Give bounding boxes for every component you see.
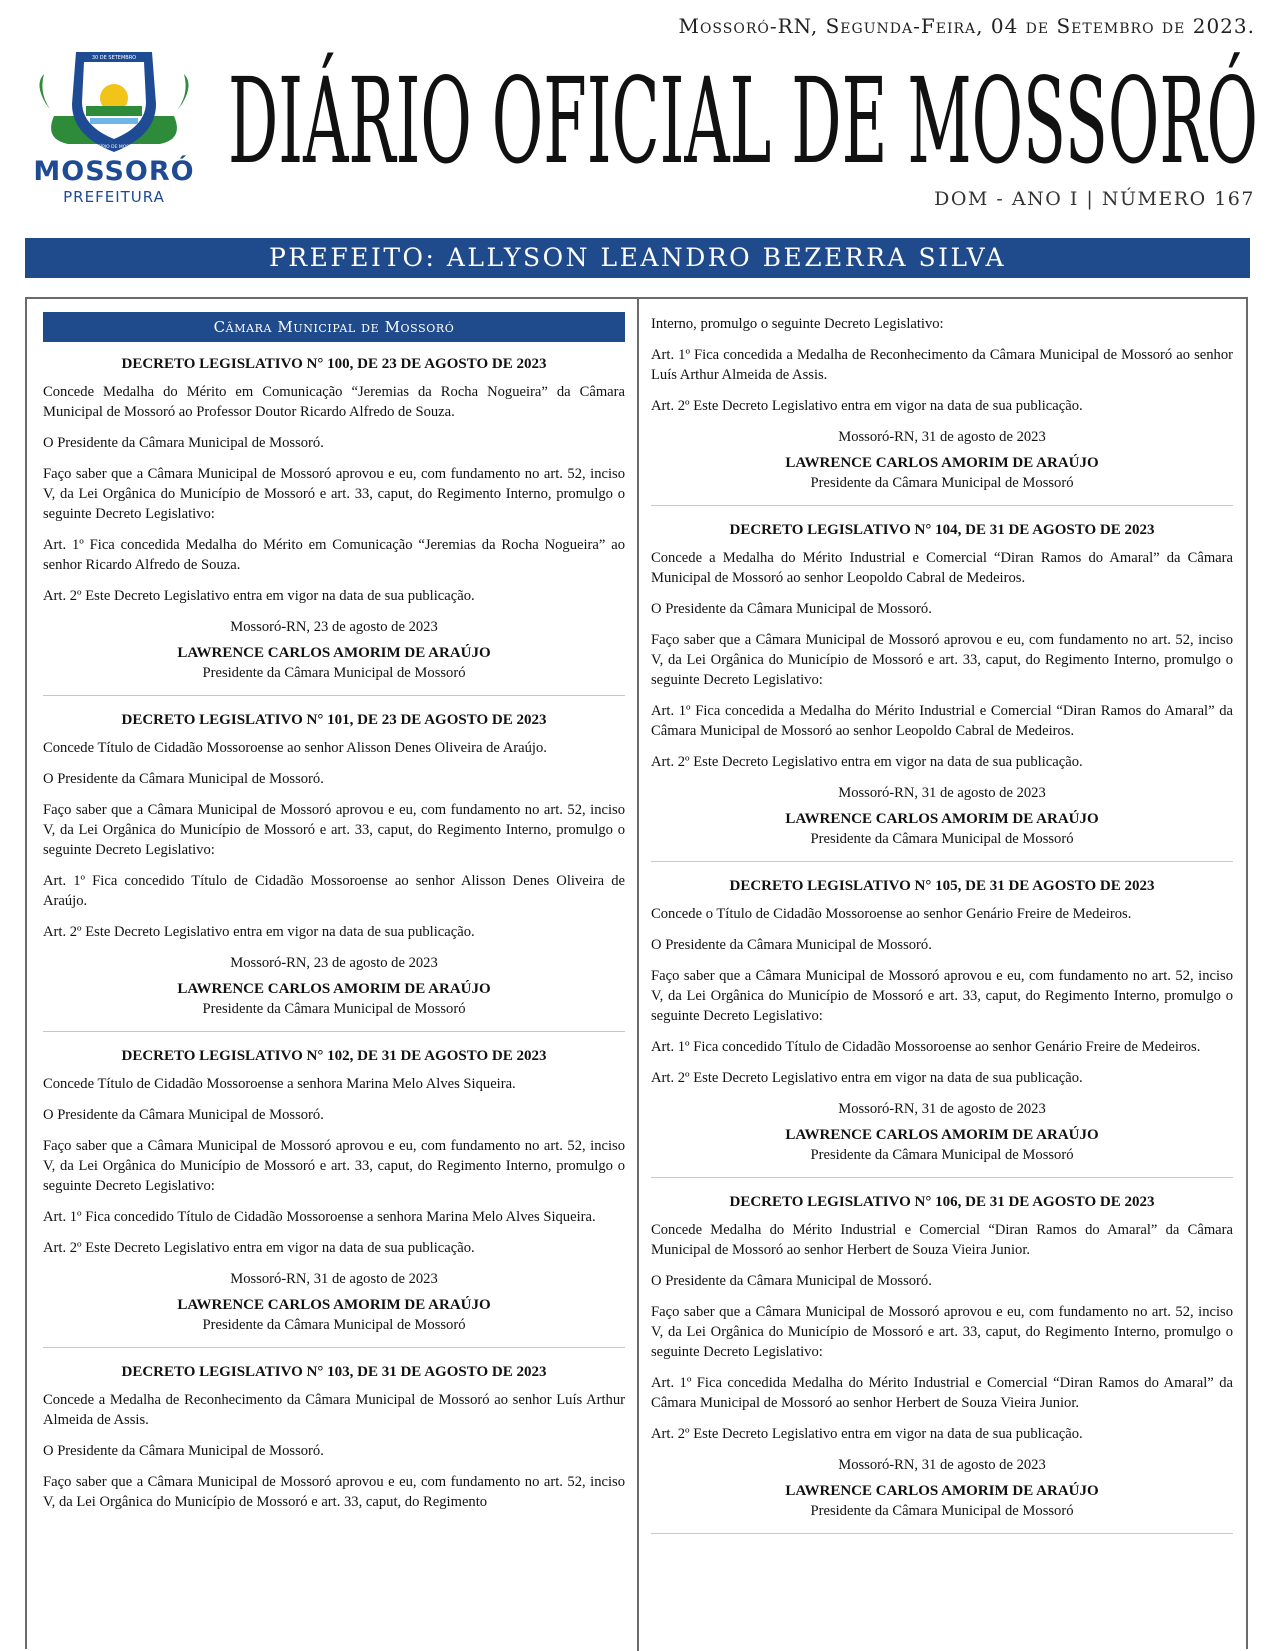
decree-president: O Presidente da Câmara Municipal de Mossoró. <box>43 435 324 451</box>
decree-103-continued <box>651 314 1233 493</box>
decree-art1: Art. 1º Fica concedida Medalha do Mérito em Comunicação “Jeremias da Rocha Nogueira” ao senhor Ricardo Alfredo de Souza. <box>43 537 625 573</box>
decree-preamble: Faço saber que a Câmara Municipal de Mossoró aprovou e eu, com fundamento no art. 52, inciso V, da Lei Orgânica do Município de Mossoró e art. 33, caput, do Regimento <box>43 1474 625 1510</box>
decree-president: O Presidente da Câmara Municipal de Mossoró. <box>43 771 324 787</box>
decree-art1: Art. 1º Fica concedida a Medalha de Reconhecimento da Câmara Municipal de Mossoró ao senhor Luís Arthur Almeida de Assis. <box>651 347 1233 383</box>
decree-signer: LAWRENCE CARLOS AMORIM DE ARAÚJO <box>177 981 491 997</box>
decree-place-date: Mossoró-RN, 23 de agosto de 2023 <box>230 619 438 635</box>
left-column <box>43 312 625 1523</box>
decree-102 <box>43 1046 625 1335</box>
decree-president: O Presidente da Câmara Municipal de Mossoró. <box>651 601 932 617</box>
decree-art1: Art. 1º Fica concedido Título de Cidadão Mossoroense a senhora Marina Melo Alves Siqueira. <box>43 1209 596 1225</box>
decree-signer-role: Presidente da Câmara Municipal de Mossoró <box>810 1503 1074 1519</box>
decree-title: DECRETO LEGISLATIVO N° 105, DE 31 DE AGOSTO DE 2023 <box>729 878 1155 894</box>
separator <box>43 1031 625 1032</box>
decree-place-date: Mossoró-RN, 31 de agosto de 2023 <box>838 1457 1046 1473</box>
decree-preamble: Faço saber que a Câmara Municipal de Mossoró aprovou e eu, com fundamento no art. 52, inciso V, da Lei Orgânica do Município de Mossoró e art. 33, caput, do Regimento Interno, promulgo o seguinte Decreto Legislativo: <box>651 1304 1233 1360</box>
decree-art2: Art. 2º Este Decreto Legislativo entra em vigor na data de sua publicação. <box>43 924 475 940</box>
decree-ementa: Concede Medalha do Mérito em Comunicação “Jeremias da Rocha Nogueira” da Câmara Municipal de Mossoró ao Professor Doutor Ricardo Alfredo de Souza. <box>43 384 625 420</box>
issue-date: Mossoró-RN, Segunda-Feira, 04 de Setembro de 2023. <box>678 14 1255 38</box>
decree-signer-role: Presidente da Câmara Municipal de Mossoró <box>202 1001 466 1017</box>
decree-art2: Art. 2º Este Decreto Legislativo entra em vigor na data de sua publicação. <box>43 1240 475 1256</box>
decree-art1: Art. 1º Fica concedido Título de Cidadão Mossoroense ao senhor Genário Freire de Medeiros. <box>651 1039 1201 1055</box>
decree-signer-role: Presidente da Câmara Municipal de Mossoró <box>810 475 1074 491</box>
decree-100 <box>43 354 625 683</box>
decree-ementa: Concede Medalha do Mérito Industrial e Comercial “Diran Ramos do Amaral” da Câmara Municipal de Mossoró ao senhor Herbert de Souza Vieira Junior. <box>651 1222 1233 1258</box>
decree-signer: LAWRENCE CARLOS AMORIM DE ARAÚJO <box>785 1483 1099 1499</box>
separator <box>651 1177 1233 1178</box>
decree-art2: Art. 2º Este Decreto Legislativo entra em vigor na data de sua publicação. <box>651 1426 1083 1442</box>
decree-signer: LAWRENCE CARLOS AMORIM DE ARAÚJO <box>785 811 1099 827</box>
masthead-title <box>228 44 1258 184</box>
decree-title: DECRETO LEGISLATIVO N° 101, DE 23 DE AGOSTO DE 2023 <box>121 712 547 728</box>
section-title: Câmara Municipal de Mossoró <box>43 312 625 342</box>
decree-art1: Art. 1º Fica concedida a Medalha do Mérito Industrial e Comercial “Diran Ramos do Amaral” da Câmara Municipal de Mossoró ao senhor Leopoldo Cabral de Medeiros. <box>651 703 1233 739</box>
decree-preamble: Faço saber que a Câmara Municipal de Mossoró aprovou e eu, com fundamento no art. 52, inciso V, da Lei Orgânica do Município de Mossoró e art. 33, caput, do Regimento Interno, promulgo o seguinte Decreto Legislativo: <box>651 968 1233 1024</box>
decree-104 <box>651 520 1233 849</box>
decree-ementa: Concede Título de Cidadão Mossoroense ao senhor Alisson Denes Oliveira de Araújo. <box>43 740 547 756</box>
logo-subtitle: PREFEITURA <box>63 188 165 206</box>
logo-ring-bottom: MUNICÍPIO DE MOSSORÓ <box>85 145 143 150</box>
decree-signer-role: Presidente da Câmara Municipal de Mossoró <box>810 1147 1074 1163</box>
decree-signer-role: Presidente da Câmara Municipal de Mossoró <box>202 1317 466 1333</box>
decree-art2: Art. 2º Este Decreto Legislativo entra em vigor na data de sua publicação. <box>43 588 475 604</box>
decree-signer-role: Presidente da Câmara Municipal de Mossoró <box>202 665 466 681</box>
decree-art1: Art. 1º Fica concedido Título de Cidadão Mossoroense ao senhor Alisson Denes Oliveira de Araújo. <box>43 873 625 909</box>
coat-of-arms-icon <box>24 44 204 164</box>
logo-ring-top: 30 DE SETEMBRO <box>91 55 137 61</box>
decree-ementa: Concede Título de Cidadão Mossoroense a senhora Marina Melo Alves Siqueira. <box>43 1076 516 1092</box>
decree-art2: Art. 2º Este Decreto Legislativo entra em vigor na data de sua publicação. <box>651 1070 1083 1086</box>
separator <box>43 1347 625 1348</box>
decree-ementa: Concede a Medalha do Mérito Industrial e Comercial “Diran Ramos do Amaral” da Câmara Municipal de Mossoró ao senhor Leopoldo Cabral de Medeiros. <box>651 550 1233 586</box>
decree-ementa: Concede a Medalha de Reconhecimento da Câmara Municipal de Mossoró ao senhor Luís Arthur Almeida de Assis. <box>43 1392 625 1428</box>
decree-title: DECRETO LEGISLATIVO N° 104, DE 31 DE AGOSTO DE 2023 <box>729 522 1155 538</box>
decree-title: DECRETO LEGISLATIVO N° 102, DE 31 DE AGOSTO DE 2023 <box>121 1048 547 1064</box>
separator <box>651 861 1233 862</box>
decree-signer-role: Presidente da Câmara Municipal de Mossoró <box>810 831 1074 847</box>
decree-art1: Art. 1º Fica concedida Medalha do Mérito Industrial e Comercial “Diran Ramos do Amaral” da Câmara Municipal de Mossoró ao senhor Herbert de Souza Vieira Junior. <box>651 1375 1233 1411</box>
decree-preamble: Faço saber que a Câmara Municipal de Mossoró aprovou e eu, com fundamento no art. 52, inciso V, da Lei Orgânica do Município de Mossoró e art. 33, caput, do Regimento Interno, promulgo o seguinte Decreto Legislativo: <box>43 802 625 858</box>
decree-preamble-continued: Interno, promulgo o seguinte Decreto Legislativo: <box>651 316 944 332</box>
decree-place-date: Mossoró-RN, 31 de agosto de 2023 <box>838 429 1046 445</box>
decree-art2: Art. 2º Este Decreto Legislativo entra em vigor na data de sua publicação. <box>651 398 1083 414</box>
mayor-banner: PREFEITO: ALLYSON LEANDRO BEZERRA SILVA <box>25 238 1250 278</box>
decree-signer: LAWRENCE CARLOS AMORIM DE ARAÚJO <box>177 1297 491 1313</box>
decree-preamble: Faço saber que a Câmara Municipal de Mossoró aprovou e eu, com fundamento no art. 52, inciso V, da Lei Orgânica do Município de Mossoró e art. 33, caput, do Regimento Interno, promulgo o seguinte Decreto Legislativo: <box>43 466 625 522</box>
decree-art2: Art. 2º Este Decreto Legislativo entra em vigor na data de sua publicação. <box>651 754 1083 770</box>
decree-106 <box>651 1192 1233 1521</box>
decree-president: O Presidente da Câmara Municipal de Mossoró. <box>651 1273 932 1289</box>
decree-105 <box>651 876 1233 1165</box>
decree-title: DECRETO LEGISLATIVO N° 103, DE 31 DE AGOSTO DE 2023 <box>121 1364 547 1380</box>
decree-place-date: Mossoró-RN, 23 de agosto de 2023 <box>230 955 438 971</box>
separator <box>651 505 1233 506</box>
decree-president: O Presidente da Câmara Municipal de Mossoró. <box>43 1107 324 1123</box>
masthead-text: DIÁRIO OFICIAL DE MOSSORÓ <box>228 52 1258 184</box>
decree-title: DECRETO LEGISLATIVO N° 106, DE 31 DE AGOSTO DE 2023 <box>729 1194 1155 1210</box>
decree-signer: LAWRENCE CARLOS AMORIM DE ARAÚJO <box>785 1127 1099 1143</box>
decree-place-date: Mossoró-RN, 31 de agosto de 2023 <box>230 1271 438 1287</box>
logo-city-name: MOSSORÓ <box>33 156 195 187</box>
decree-preamble: Faço saber que a Câmara Municipal de Mossoró aprovou e eu, com fundamento no art. 52, inciso V, da Lei Orgânica do Município de Mossoró e art. 33, caput, do Regimento Interno, promulgo o seguinte Decreto Legislativo: <box>43 1138 625 1194</box>
edition-number: DOM - ANO I | NÚMERO 167 <box>934 188 1255 210</box>
decree-president: O Presidente da Câmara Municipal de Mossoró. <box>43 1443 324 1459</box>
decree-signer: LAWRENCE CARLOS AMORIM DE ARAÚJO <box>177 645 491 661</box>
decree-place-date: Mossoró-RN, 31 de agosto de 2023 <box>838 785 1046 801</box>
decree-president: O Presidente da Câmara Municipal de Mossoró. <box>651 937 932 953</box>
decree-title: DECRETO LEGISLATIVO N° 100, DE 23 DE AGOSTO DE 2023 <box>121 356 547 372</box>
decree-103 <box>43 1362 625 1512</box>
decree-signer: LAWRENCE CARLOS AMORIM DE ARAÚJO <box>785 455 1099 471</box>
separator <box>651 1533 1233 1534</box>
separator <box>43 695 625 696</box>
right-column <box>651 314 1233 1548</box>
decree-place-date: Mossoró-RN, 31 de agosto de 2023 <box>838 1101 1046 1117</box>
decree-ementa: Concede o Título de Cidadão Mossoroense ao senhor Genário Freire de Medeiros. <box>651 906 1132 922</box>
decree-101 <box>43 710 625 1019</box>
decree-preamble: Faço saber que a Câmara Municipal de Mossoró aprovou e eu, com fundamento no art. 52, inciso V, da Lei Orgânica do Município de Mossoró e art. 33, caput, do Regimento Interno, promulgo o seguinte Decreto Legislativo: <box>651 632 1233 688</box>
column-divider <box>637 297 639 1651</box>
